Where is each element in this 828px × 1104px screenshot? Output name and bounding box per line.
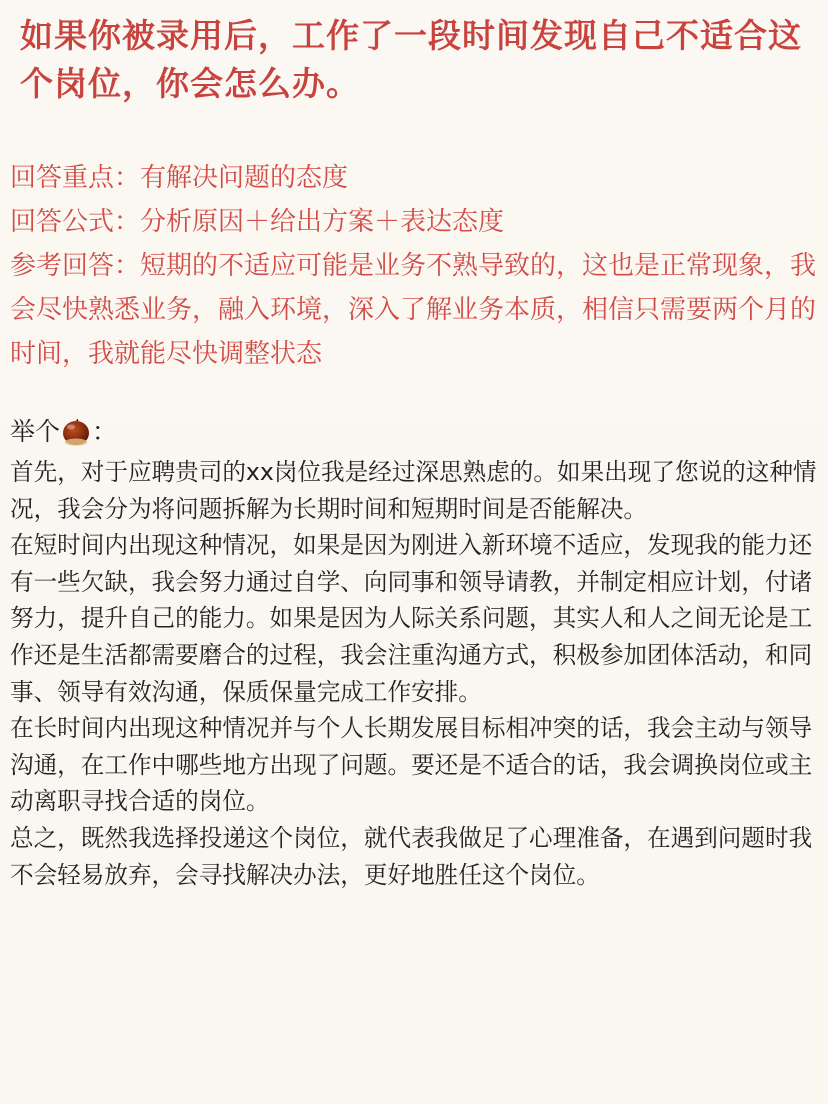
- example-paragraph-3: 在长时间内出现这种情况并与个人长期发展目标相冲突的话，我会主动与领导沟通，在工作中哪些地方出现了问题。要还是不适合的话，我会调换岗位或主动离职寻找合适的岗位。: [10, 714, 813, 816]
- page-title: [20, 12, 820, 108]
- example-label: [10, 412, 117, 452]
- answer-focus: 回答重点：有解决问题的态度: [10, 163, 349, 193]
- example-paragraph-4: 总之，既然我选择投递这个岗位，就代表我做足了心理准备，在遇到问题时我不会轻易放弃，会寻找解决办法，更好地胜任这个岗位。: [10, 823, 813, 889]
- example-paragraph-1: 首先，对于应聘贵司的xx岗位我是经过深思熟虑的。如果出现了您说的这种情况，我会分为将问题拆解为长期时间和短期时间是否能解决。: [10, 458, 817, 523]
- answer-guide: [10, 156, 820, 376]
- example-label-suffix: ：: [92, 417, 118, 446]
- example-paragraph-2: 在短时间内出现这种情况，如果是因为刚进入新环境不适应，发现我的能力还有一些欠缺，我会努力通过自学、向同事和领导请教，并制定相应计划，付诸努力，提升自己的能力。如果是因为人际关系问题，其实人和人之间无论是工作还是生活都需要磨合的过程，我会注重沟通方式，积极参加团体活动，和同事、领导有效沟通，保质保量完成工作安排。: [10, 531, 813, 706]
- chestnut-icon: [61, 417, 91, 447]
- title-line-1: 如果你被录用后，工作了一段时间发现自己不适合这: [20, 16, 802, 55]
- answer-formula: 回答公式：分析原因＋给出方案＋表达态度: [10, 207, 505, 237]
- example-answer: [10, 454, 818, 893]
- answer-reference: 参考回答：短期的不适应可能是业务不熟导致的，这也是正常现象，我会尽快熟悉业务，融入环境，深入了解业务本质，相信只需要两个月的时间，我就能尽快调整状态: [10, 251, 817, 369]
- example-label-prefix: 举个: [10, 417, 61, 446]
- title-line-2: 个岗位，你会怎么办。: [20, 64, 360, 103]
